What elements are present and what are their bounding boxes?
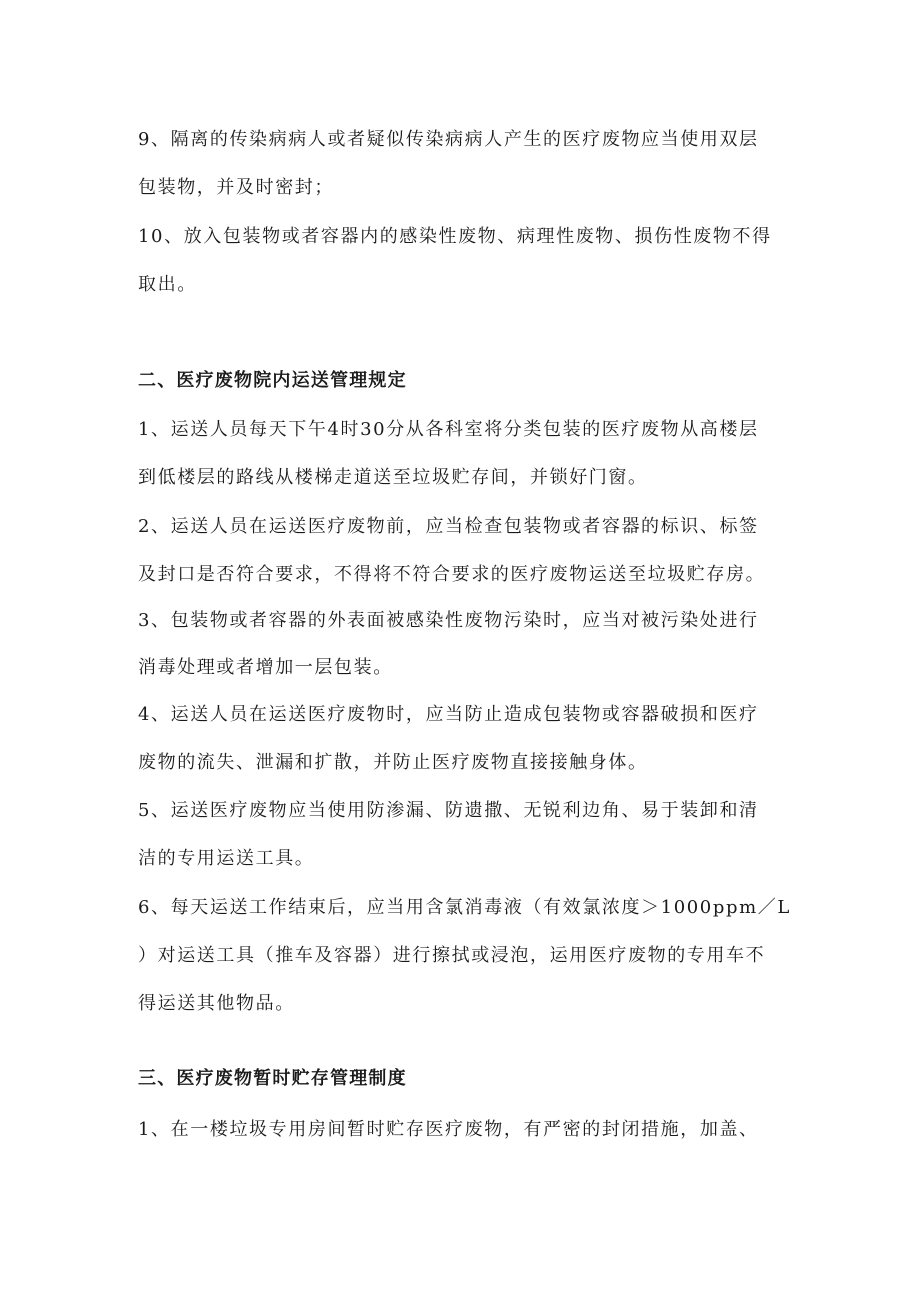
paragraph-line: 到低楼层的路线从楼梯走道送至垃圾贮存间，并锁好门窗。: [138, 467, 648, 488]
paragraph-line: 1、运送人员每天下午4时30分从各科室将分类包装的医疗废物从高楼层: [138, 419, 759, 440]
section-heading: 三、医疗废物暂时贮存管理制度: [138, 1068, 407, 1089]
paragraph-line: 9、隔离的传染病病人或者疑似传染病病人产生的医疗废物应当使用双层: [138, 129, 759, 150]
paragraph-line: 消毒处理或者增加一层包装。: [138, 657, 393, 678]
paragraph-line: 包装物，并及时密封；: [138, 177, 334, 198]
paragraph-line: 得运送其他物品。: [138, 993, 295, 1014]
paragraph-line: 取出。: [138, 274, 197, 295]
paragraph-line: 4、运送人员在运送医疗废物时，应当防止造成包装物或容器破损和医疗: [138, 704, 759, 725]
section-heading: 二、医疗废物院内运送管理规定: [138, 370, 407, 391]
paragraph-line: 1、在一楼垃圾专用房间暂时贮存医疗废物，有严密的封闭措施，加盖、: [138, 1119, 759, 1140]
paragraph-line: 3、包装物或者容器的外表面被感染性废物污染时，应当对被污染处进行: [138, 610, 759, 631]
paragraph-line: 6、每天运送工作结束后，应当用含氯消毒液（有效氯浓度＞1000ppm／L: [138, 897, 791, 918]
paragraph-line: 5、运送医疗废物应当使用防渗漏、防遗撒、无锐利边角、易于装卸和清: [138, 800, 759, 821]
paragraph-line: 10、放入包装物或者容器内的感染性废物、病理性废物、损伤性废物不得: [138, 226, 772, 247]
paragraph-line: 废物的流失、泄漏和扩散，并防止医疗废物直接接触身体。: [138, 752, 648, 773]
paragraph-line: 洁的专用运送工具。: [138, 848, 315, 869]
paragraph-line: ）对运送工具（推车及容器）进行擦拭或浸泡，运用医疗废物的专用车不: [138, 945, 766, 966]
paragraph-line: 2、运送人员在运送医疗废物前，应当检查包装物或者容器的标识、标签: [138, 516, 759, 537]
paragraph-line: 及封口是否符合要求，不得将不符合要求的医疗废物运送至垃圾贮存房。: [138, 564, 766, 585]
